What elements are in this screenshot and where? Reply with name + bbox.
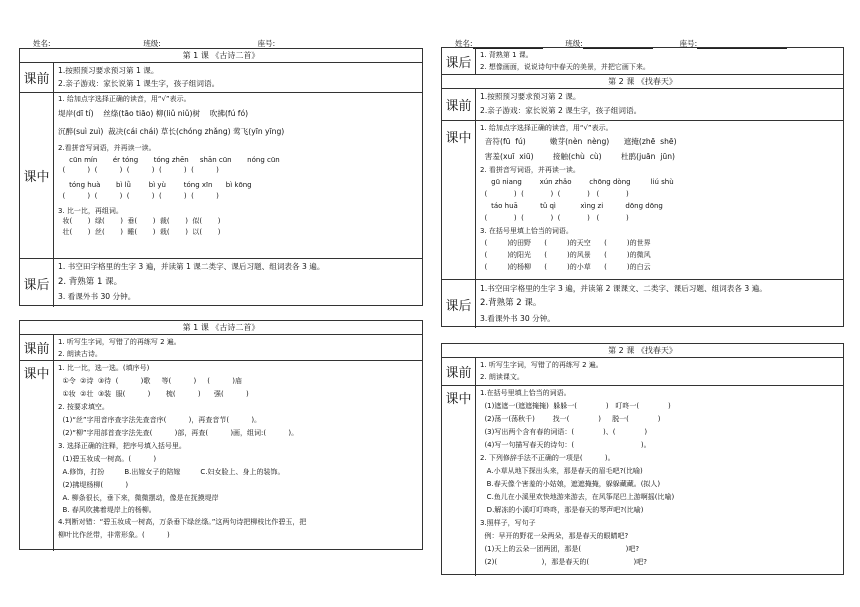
row-content — [58, 64, 418, 92]
answer-line[interactable]: ①妆 ②壮 ③装 服( ) 梳( ) 强( ) — [58, 390, 249, 398]
option-line: B. 春风吹拂着堤岸上的杨柳。 — [58, 506, 156, 514]
task-line: 1.按照预习要求预习第 1 课。 — [58, 66, 159, 75]
task-line: 2. 背熟第 1 课。 — [58, 277, 123, 287]
row-in-class — [442, 386, 843, 576]
task-line: 2.看拼音写词语，并再读一读。 — [58, 143, 156, 152]
task-line: 1. 听写生字词，写错了的再练写 2 遍。 — [58, 338, 181, 346]
pinyin-line: cūn mín ér tóng tóng zhēn shān cūn nóng cūn — [58, 155, 280, 164]
answer-line[interactable]: (2)拂堤杨柳( ) — [58, 481, 129, 489]
task-line: 1. 给加点字选择正确的读音，用“√”表示。 — [480, 124, 613, 132]
answer-line[interactable]: (2)“柳”字用部首查字法先查( )部，再查( )画，组词:( )。 — [58, 429, 299, 437]
option-line: B.春天像个害羞的小姑娘，遮遮掩掩，躲躲藏藏。(拟人) — [480, 480, 661, 488]
task-line: 3.看课外书 30 分钟。 — [480, 314, 555, 323]
seat-label: 座号: — [679, 39, 698, 48]
answer-line[interactable]: ( )的田野 ( )的天空 ( )的世界 — [480, 239, 651, 247]
task-line: 1. 听写生字词，写错了的再练写 2 遍。 — [480, 361, 603, 369]
row-label: 课中 — [442, 386, 476, 576]
row-label: 课后 — [442, 280, 476, 328]
task-line: 音符(fū fú) 嫩芽(nèn nèng) 遮掩(zhē shē) — [480, 137, 677, 146]
answer-line[interactable]: ( ) ( ) ( ) ( ) — [480, 190, 629, 198]
task-line: 2.背熟第 2 课。 — [480, 298, 542, 308]
table-title: 第 2 课 《找春天》 — [442, 344, 843, 358]
row-label: 课前 — [442, 89, 476, 120]
task-line: 1. 给加点字选择正确的读音，用“√”表示。 — [58, 95, 191, 103]
row-label: 课中 — [442, 121, 476, 279]
row-after-class — [442, 280, 843, 328]
row-content — [480, 90, 839, 120]
task-line: 1.书空田字格里的生字 3 遍，并读第 2 课课文、二类字、课后习题、组词表各 3 遍。 — [480, 284, 767, 293]
row-label: 课后 — [442, 48, 476, 74]
row-before-class — [20, 335, 422, 361]
table-title: 第 1 课 《古诗二首》 — [20, 49, 422, 63]
row-after-class — [20, 259, 422, 307]
lesson1-preview-table — [19, 48, 423, 306]
answer-line[interactable]: (1)遮遮一(遮遮掩掩) 躲躲一( ) 叮咚一( ) — [480, 402, 671, 410]
row-content — [58, 336, 418, 360]
row-content — [58, 362, 418, 551]
task-line: 1. 背熟第 1 课。 — [480, 51, 533, 59]
task-line: 3. 看课外书 30 分钟。 — [58, 292, 136, 301]
answer-line[interactable]: ( )的阳光 ( )的风景 ( )的微风 — [480, 251, 651, 259]
row-in-class — [20, 361, 422, 551]
option-line: A. 柳条很长，垂下来，微微摆动，像是在抚摸堤岸 — [58, 494, 219, 502]
task-line: 2.亲子游戏：家长说第 2 课生字，孩子组词语。 — [480, 106, 642, 115]
task-line: 害羞(xuī xiū) 接触(chù cù) 杜鹃(juān jūn) — [480, 152, 676, 161]
lesson1-review-table — [19, 320, 423, 550]
task-line: 1. 比一比，选一选。(填序号) — [58, 364, 150, 372]
task-line: 3. 选择正确的注释，把序号填入括号里。 — [58, 442, 186, 450]
row-label: 课中 — [20, 361, 54, 551]
row-content — [58, 94, 418, 258]
task-line: 2. 朗读古诗。 — [58, 350, 102, 358]
task-line: 2. 下列修辞手法不正确的一项是( )。 — [480, 454, 615, 462]
answer-line[interactable]: 妆( ) 绿( ) 垂( ) 裁( ) 似( ) — [58, 217, 221, 225]
class-label: 班级: — [143, 39, 161, 48]
class-label: 班级: — [565, 39, 583, 48]
task-line: 2. 想像画面，说说诗句中春天的美景，并把它画下来。 — [480, 63, 650, 71]
lesson2-review-table — [441, 343, 844, 575]
row-before-class — [442, 89, 843, 121]
task-line: 2. 按要求填空。 — [58, 403, 109, 411]
answer-line[interactable]: ( ) ( ) ( ) ( ) — [480, 214, 629, 222]
task-line: 3. 比一比，再组词。 — [58, 206, 123, 215]
row-content — [480, 359, 839, 385]
option-line: A.修饰，打扮 B.出嫁女子的陪嫁 C.妇女脸上、身上的装饰。 — [58, 468, 285, 476]
row-after-previous — [442, 48, 843, 75]
answer-line[interactable]: ( ) ( ) ( ) ( ) ( ) — [58, 191, 219, 200]
row-in-class — [20, 93, 422, 259]
row-label: 课前 — [442, 358, 476, 385]
task-line: 3.照样子，写句子 — [480, 519, 536, 527]
row-content — [480, 49, 839, 74]
table-title: 第 1 课 《古诗二首》 — [20, 321, 422, 335]
row-label: 课前 — [20, 335, 54, 360]
answer-line[interactable]: ( ) ( ) ( ) ( ) ( ) — [58, 166, 219, 174]
lesson2-preview-table — [441, 47, 844, 327]
answer-line[interactable]: ①令 ②诗 ③待 ( )歌 等( ) ( )庙 — [58, 377, 243, 385]
row-label: 课后 — [20, 259, 54, 307]
task-line: 2. 朗读课文。 — [480, 373, 524, 381]
answer-line[interactable]: 柳叶比作丝带，非常形象。( ) — [58, 531, 170, 539]
task-line: 3. 在括号里填上恰当的词语。 — [480, 227, 573, 235]
answer-line[interactable]: (1)“丝”字用音序查字法先查音序( )，再查音节( )。 — [58, 416, 262, 424]
row-content — [480, 122, 839, 279]
name-label: 姓名: — [455, 39, 473, 48]
task-line: 4.判断对错：“碧玉妆成一树高，万条垂下绿丝绦。”这两句诗把柳枝比作碧玉，把 — [58, 518, 307, 526]
answer-line[interactable]: (1)天上的云朵一团两团，那是( )吧? — [480, 545, 640, 553]
answer-line[interactable]: 壮( ) 丝( ) 睡( ) 栽( ) 以( ) — [58, 227, 221, 236]
row-label: 课前 — [20, 63, 54, 92]
answer-line[interactable]: (2)荡一(荡秋千) 找一( ) 脱一( ) — [480, 415, 661, 423]
answer-line[interactable]: (1)碧玉妆成一树高。( ) — [58, 455, 157, 463]
row-label: 课中 — [20, 93, 54, 258]
pinyin-line: gū niang xún zhǎo chōng dòng liú shù — [480, 178, 674, 186]
row-in-class — [442, 121, 843, 280]
name-label: 姓名: — [33, 39, 51, 48]
answer-line[interactable]: (2)( )，那是春天的( )吧? — [480, 558, 648, 566]
option-line: A.小草从地下探出头来，那是春天的眉毛吧?(比喻) — [480, 467, 643, 475]
row-before-class — [20, 63, 422, 93]
task-line: 1. 书空田字格里的生字 3 遍，并读第 1 课二类字、课后习题、组词表各 3 遍。 — [58, 262, 325, 271]
row-content — [480, 281, 839, 328]
task-line: 2. 看拼音写词语，并再读一读。 — [480, 166, 580, 174]
option-line: C.鱼儿在小溪里欢快地游来游去，在风筝尾巴上游啊摇(比喻) — [480, 493, 675, 501]
task-line: 2.亲子游戏：家长说第 1 课生字，孩子组词语。 — [58, 79, 220, 88]
answer-line[interactable]: (4)写一句描写春天的诗句：( )。 — [480, 441, 651, 449]
answer-line[interactable]: ( )的杨柳 ( )的小草 ( )的白云 — [480, 263, 651, 271]
row-content — [58, 260, 418, 307]
task-line: 沉醉(suì zuì) 裁决(cái chái) 草长(chóng zhǎng) 莺飞(yīn yīng) — [58, 126, 285, 136]
table-title: 第 2 课 《找春天》 — [442, 75, 843, 89]
answer-line[interactable]: (3)写出两个含有春的词语：( )、( ) — [480, 428, 648, 436]
task-line: 1.按照预习要求预习第 2 课。 — [480, 92, 581, 101]
example-line: 例：早开的野花一朵两朵，那是春天的眼睛吧? — [480, 532, 629, 540]
task-line: 堤岸(dī tí) 丝绦(tāo tiāo) 柳(liǔ niǔ)树 吹拂(fú fó) — [58, 108, 249, 118]
row-content — [480, 387, 839, 576]
seat-label: 座号: — [257, 39, 276, 48]
pinyin-line: tóng huà bì lǜ bì yù tóng xīn bì kōng — [58, 181, 252, 189]
row-before-class — [442, 358, 843, 386]
pinyin-line: táo huā tǔ qì xìng zi dōng dōng — [480, 202, 663, 210]
option-line: D.解冻的小溪叮叮咚咚，那是春天的琴声吧?(比喻) — [480, 506, 644, 514]
task-line: 1.在括号里填上恰当的词语。 — [480, 389, 571, 397]
